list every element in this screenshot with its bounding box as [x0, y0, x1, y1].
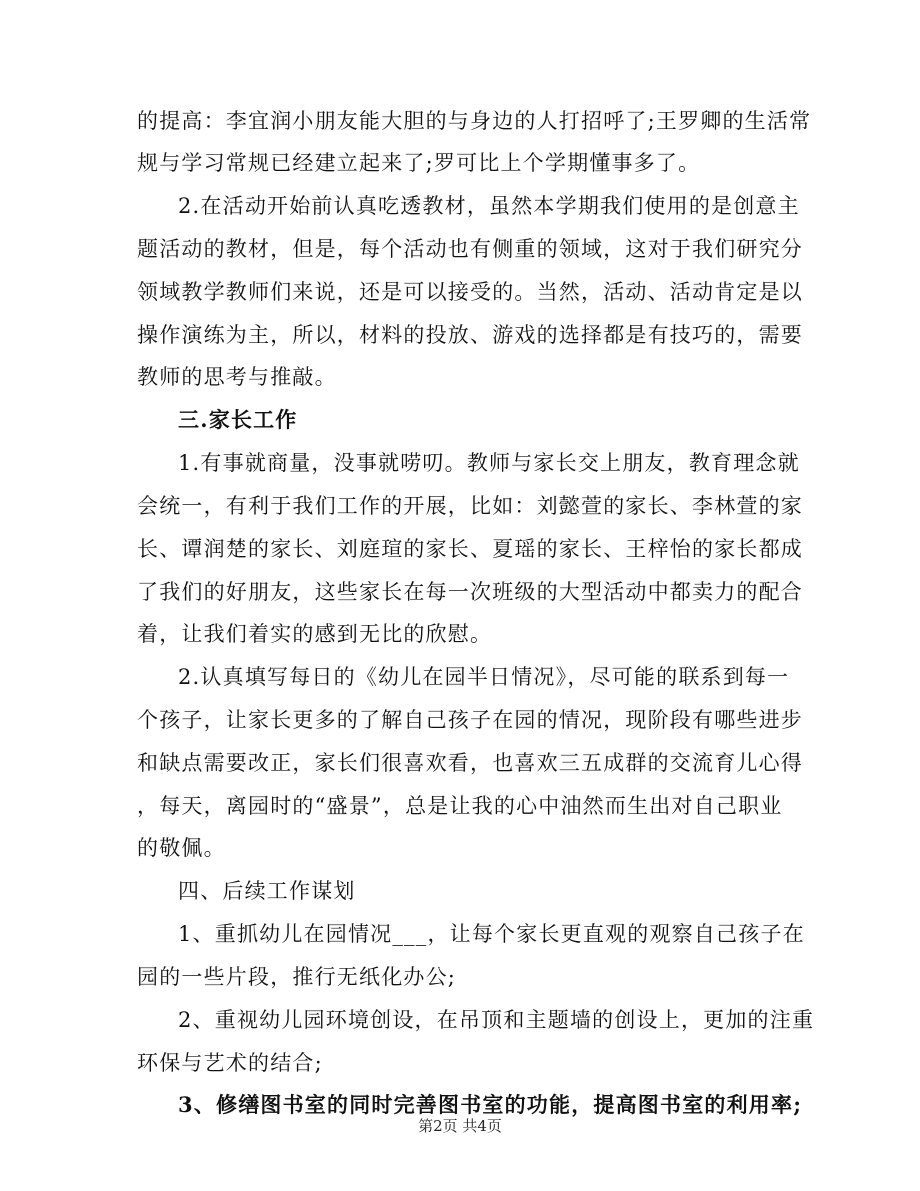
text-line: 长、谭润楚的家长、刘庭瑄的家长、夏瑶的家长、王梓怡的家长都成 [137, 537, 803, 561]
section-heading: 三.家长工作 [178, 407, 298, 432]
text-line: 的敬佩。 [137, 836, 226, 860]
text-line: 个孩子，让家长更多的了解自己孩子在园的情况，现阶段有哪些进步 [137, 708, 803, 732]
text-line: 2.在活动开始前认真吃透教材，虽然本学期我们使用的是创意主 [178, 194, 800, 218]
text-line: 规与学习常规已经建立起来了;罗可比上个学期懂事多了。 [137, 151, 701, 175]
text-line: 教师的思考与推敲。 [137, 365, 337, 389]
text-line: 操作演练为主，所以，材料的投放、游戏的选择都是有技巧的，需要 [137, 323, 803, 347]
section-heading: 四、后续工作谋划 [178, 879, 356, 903]
text-line: ，每天，离园时的“盛景”，总是让我的心中油然而生出对自己职业 [137, 794, 783, 818]
text-line: 的提高：李宜润小朋友能大胆的与身边的人打招呼了;王罗卿的生活常 [137, 109, 812, 133]
text-line: 1.有事就商量，没事就唠叨。教师与家长交上朋友，教育理念就 [178, 451, 800, 475]
text-line: 领域教学教师们来说，还是可以接受的。当然，活动、活动肯定是以 [137, 280, 803, 304]
text-line: 题活动的教材，但是，每个活动也有侧重的领域，这对于我们研究分 [137, 237, 803, 261]
text-line: 园的一些片段，推行无纸化办公; [137, 965, 457, 989]
text-line: 和缺点需要改正，家长们很喜欢看，也喜欢三五成群的交流育儿心得 [137, 751, 803, 775]
text-line: 了我们的好朋友，这些家长在每一次班级的大型活动中都卖力的配合 [137, 580, 803, 604]
text-line: 1、重抓幼儿在园情况___，让每个家长更直观的观察自己孩子在 [178, 922, 805, 946]
text-line: 2.认真填写每日的《幼儿在园半日情况》，尽可能的联系到每一 [178, 665, 790, 689]
text-line: 3、修缮图书室的同时完善图书室的功能，提高图书室的利用率; [178, 1092, 803, 1117]
text-line: 着，让我们着实的感到无比的欣慰。 [137, 622, 493, 646]
text-line: 会统一，有利于我们工作的开展，比如：刘懿萱的家长、李林萱的家 [137, 494, 803, 518]
text-line: 2、重视幼儿园环境创设，在吊顶和主题墙的创设上，更加的注重 [178, 1008, 815, 1032]
page-number-footer: 第2页 共4页 [418, 1117, 502, 1135]
text-line: 环保与艺术的结合; [137, 1051, 323, 1075]
